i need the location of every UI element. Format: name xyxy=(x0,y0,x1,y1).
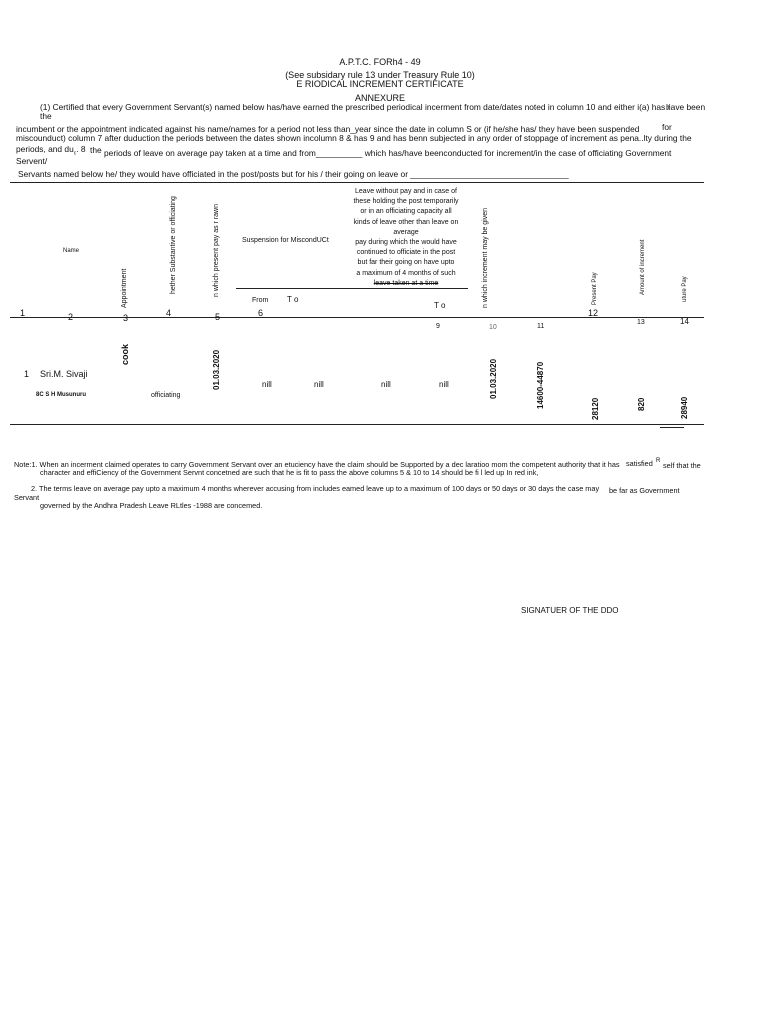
annexure-label: ANNEXURE xyxy=(354,93,405,103)
paragraph-line-1: (1) Certified that every Government Servant(s) named below has/have earned the prescribed periodical incerment from date/dates noted in column 10 and either i(a) has / xyxy=(40,102,670,112)
row-suspension-to: nill xyxy=(314,380,324,389)
ddo-signature-label: SIGNATUER OF THE DDO xyxy=(521,606,619,615)
col-num-13: 13 xyxy=(637,319,645,326)
leave-line: leave taken at a time xyxy=(373,279,439,287)
col-num-12: 12 xyxy=(588,308,599,318)
note-1-self: self that the xyxy=(663,461,701,470)
header-substantive: hether Substantive or officiating xyxy=(170,196,177,294)
table-top-rule xyxy=(10,182,704,183)
table-bottom-rule xyxy=(10,424,704,425)
row-leave-from: nill xyxy=(381,380,391,389)
paragraph-line-6: Servants named below he/ they would have officiated in the post/posts but for his / their going on leave or __________________________________ xyxy=(18,169,569,179)
header-leave-block xyxy=(338,187,474,289)
leave-line: kinds of leave other than leave on xyxy=(353,218,459,226)
header-name: Name xyxy=(63,248,80,254)
leave-line: Leave without pay and in case of xyxy=(355,188,457,195)
row-appointment: cook xyxy=(120,343,130,365)
header-suspension: Suspension for MiscondUCt xyxy=(242,237,329,244)
paragraph-line-4-sub: c xyxy=(73,150,77,157)
leave-line: or in an officiating capacity all xyxy=(360,208,452,216)
row-increment: 820 xyxy=(637,397,646,411)
form-heading: E RIODICAL INCREMENT CERTIFICATE xyxy=(296,79,464,89)
paragraph-line-4-the: the xyxy=(90,145,102,155)
note-2: 2. The terms leave on average pay upto a maximum 4 months wherever accusing from includes eamed leave up to a maximum of 100 days or 50 days or 30 days the case may xyxy=(31,484,600,493)
col-num-10: 10 xyxy=(489,324,497,331)
row-status: officiating xyxy=(151,392,181,399)
header-present-pay-drawn: n which present pay as r rawn xyxy=(213,204,220,297)
row-suspension-from: nill xyxy=(262,380,272,389)
leave-line: but far their going on have upto xyxy=(357,259,455,267)
paragraph-line-2: incumbent or the appointment indicated against his name/names for a period not less than_year since the date in column S or (if he/she has/ they have been suspended xyxy=(16,124,640,134)
header-from: From xyxy=(252,297,269,304)
header-to-1: T o xyxy=(287,295,299,304)
paragraph-line-2-end: for xyxy=(662,122,672,132)
col-num-11: 11 xyxy=(537,323,545,330)
paragraph-line-5: Servent/ xyxy=(16,156,48,166)
note-1-r: R xyxy=(656,458,661,464)
header-future-pay: uture Pay xyxy=(682,276,688,302)
col-num-9: 9 xyxy=(436,323,440,330)
total-underline xyxy=(660,427,684,428)
leave-line: a maximum of 4 months of such xyxy=(356,269,456,277)
leave-line: continued to officiate in the post xyxy=(356,249,456,257)
note-2-line-2: governed by the Andhra Pradesh Leave RLtles -1988 are concemed. xyxy=(40,501,263,510)
note-1-line-2: character and effiCiency of the Government Servnt concetned are such that he is fit to pass the above columns 5 & 10 to 14 should be fi l led up In red ink, xyxy=(40,468,539,477)
note-2-end: be far as Government xyxy=(609,486,680,495)
leave-line: average xyxy=(393,228,419,236)
header-to-2: T o xyxy=(434,301,446,310)
header-increment-given: n which increment may be given xyxy=(482,208,489,308)
col-num-3: 3 xyxy=(123,313,129,323)
col-num-2: 2 xyxy=(68,312,74,322)
paragraph-line-4-num: . 8 xyxy=(76,144,86,154)
header-appointment: Appointment xyxy=(121,268,128,308)
paragraph-line-4-start: periods, and du xyxy=(16,144,74,154)
form-subtitle: (See subsidary rule 13 under Treasury Rule 10) xyxy=(285,70,475,80)
header-bottom-rule xyxy=(10,317,704,318)
leave-line: pay during which the would have xyxy=(355,239,457,247)
header-present-pay: Present Pay xyxy=(592,272,598,305)
row-date-increment: 01.03.2020 xyxy=(489,358,498,399)
row-future-pay: 28940 xyxy=(680,396,689,419)
row-date-drawn: 01.03.2020 xyxy=(212,349,221,390)
form-title: A.P.T.C. FORh4 - 49 xyxy=(339,57,421,67)
paragraph-line-4a xyxy=(16,145,86,157)
row-leave-to: nill xyxy=(439,380,449,389)
header-amount-increment: Amount of increment xyxy=(640,239,646,295)
col-num-6: 6 xyxy=(258,308,264,318)
col-num-1: 1 xyxy=(20,308,26,318)
paragraph-line-1-end: have been xyxy=(666,102,706,112)
row-name: Sri.M. Sivaji xyxy=(40,369,88,379)
row-present-pay: 28120 xyxy=(591,397,600,420)
leave-line: these holding the post temporarily xyxy=(353,198,459,206)
col-num-4: 4 xyxy=(166,308,172,318)
col-num-5: 5 xyxy=(215,312,221,322)
note-1-satisfied: satisfied xyxy=(626,459,653,468)
paragraph-line-3: miscounduct) column 7 after duduction the periods between the dates shown incolumn 8 & has 9 and has benn subjected in any order of stoppage of increment as pena..lty during the xyxy=(16,133,692,143)
row-serial: 1 xyxy=(24,369,30,379)
note-2-servant: Servant xyxy=(14,493,40,502)
row-scale: 14600-44870 xyxy=(536,361,545,409)
note-1: Note:1. When an incerment claimed operates to carry Government Servant over an etuciency have the claim should be Supported by a dec laratioo mom the competent authority that it has xyxy=(14,460,620,469)
col-num-14: 14 xyxy=(680,317,689,326)
paragraph-line-1-wrap: the xyxy=(40,111,52,121)
row-office: 8C S H Musunuru xyxy=(36,392,87,398)
paragraph-line-4-rest: periods of leave on average pay taken at a time and from__________ which has/have beenconducted for increment/in the case of officiating Government xyxy=(104,148,672,158)
